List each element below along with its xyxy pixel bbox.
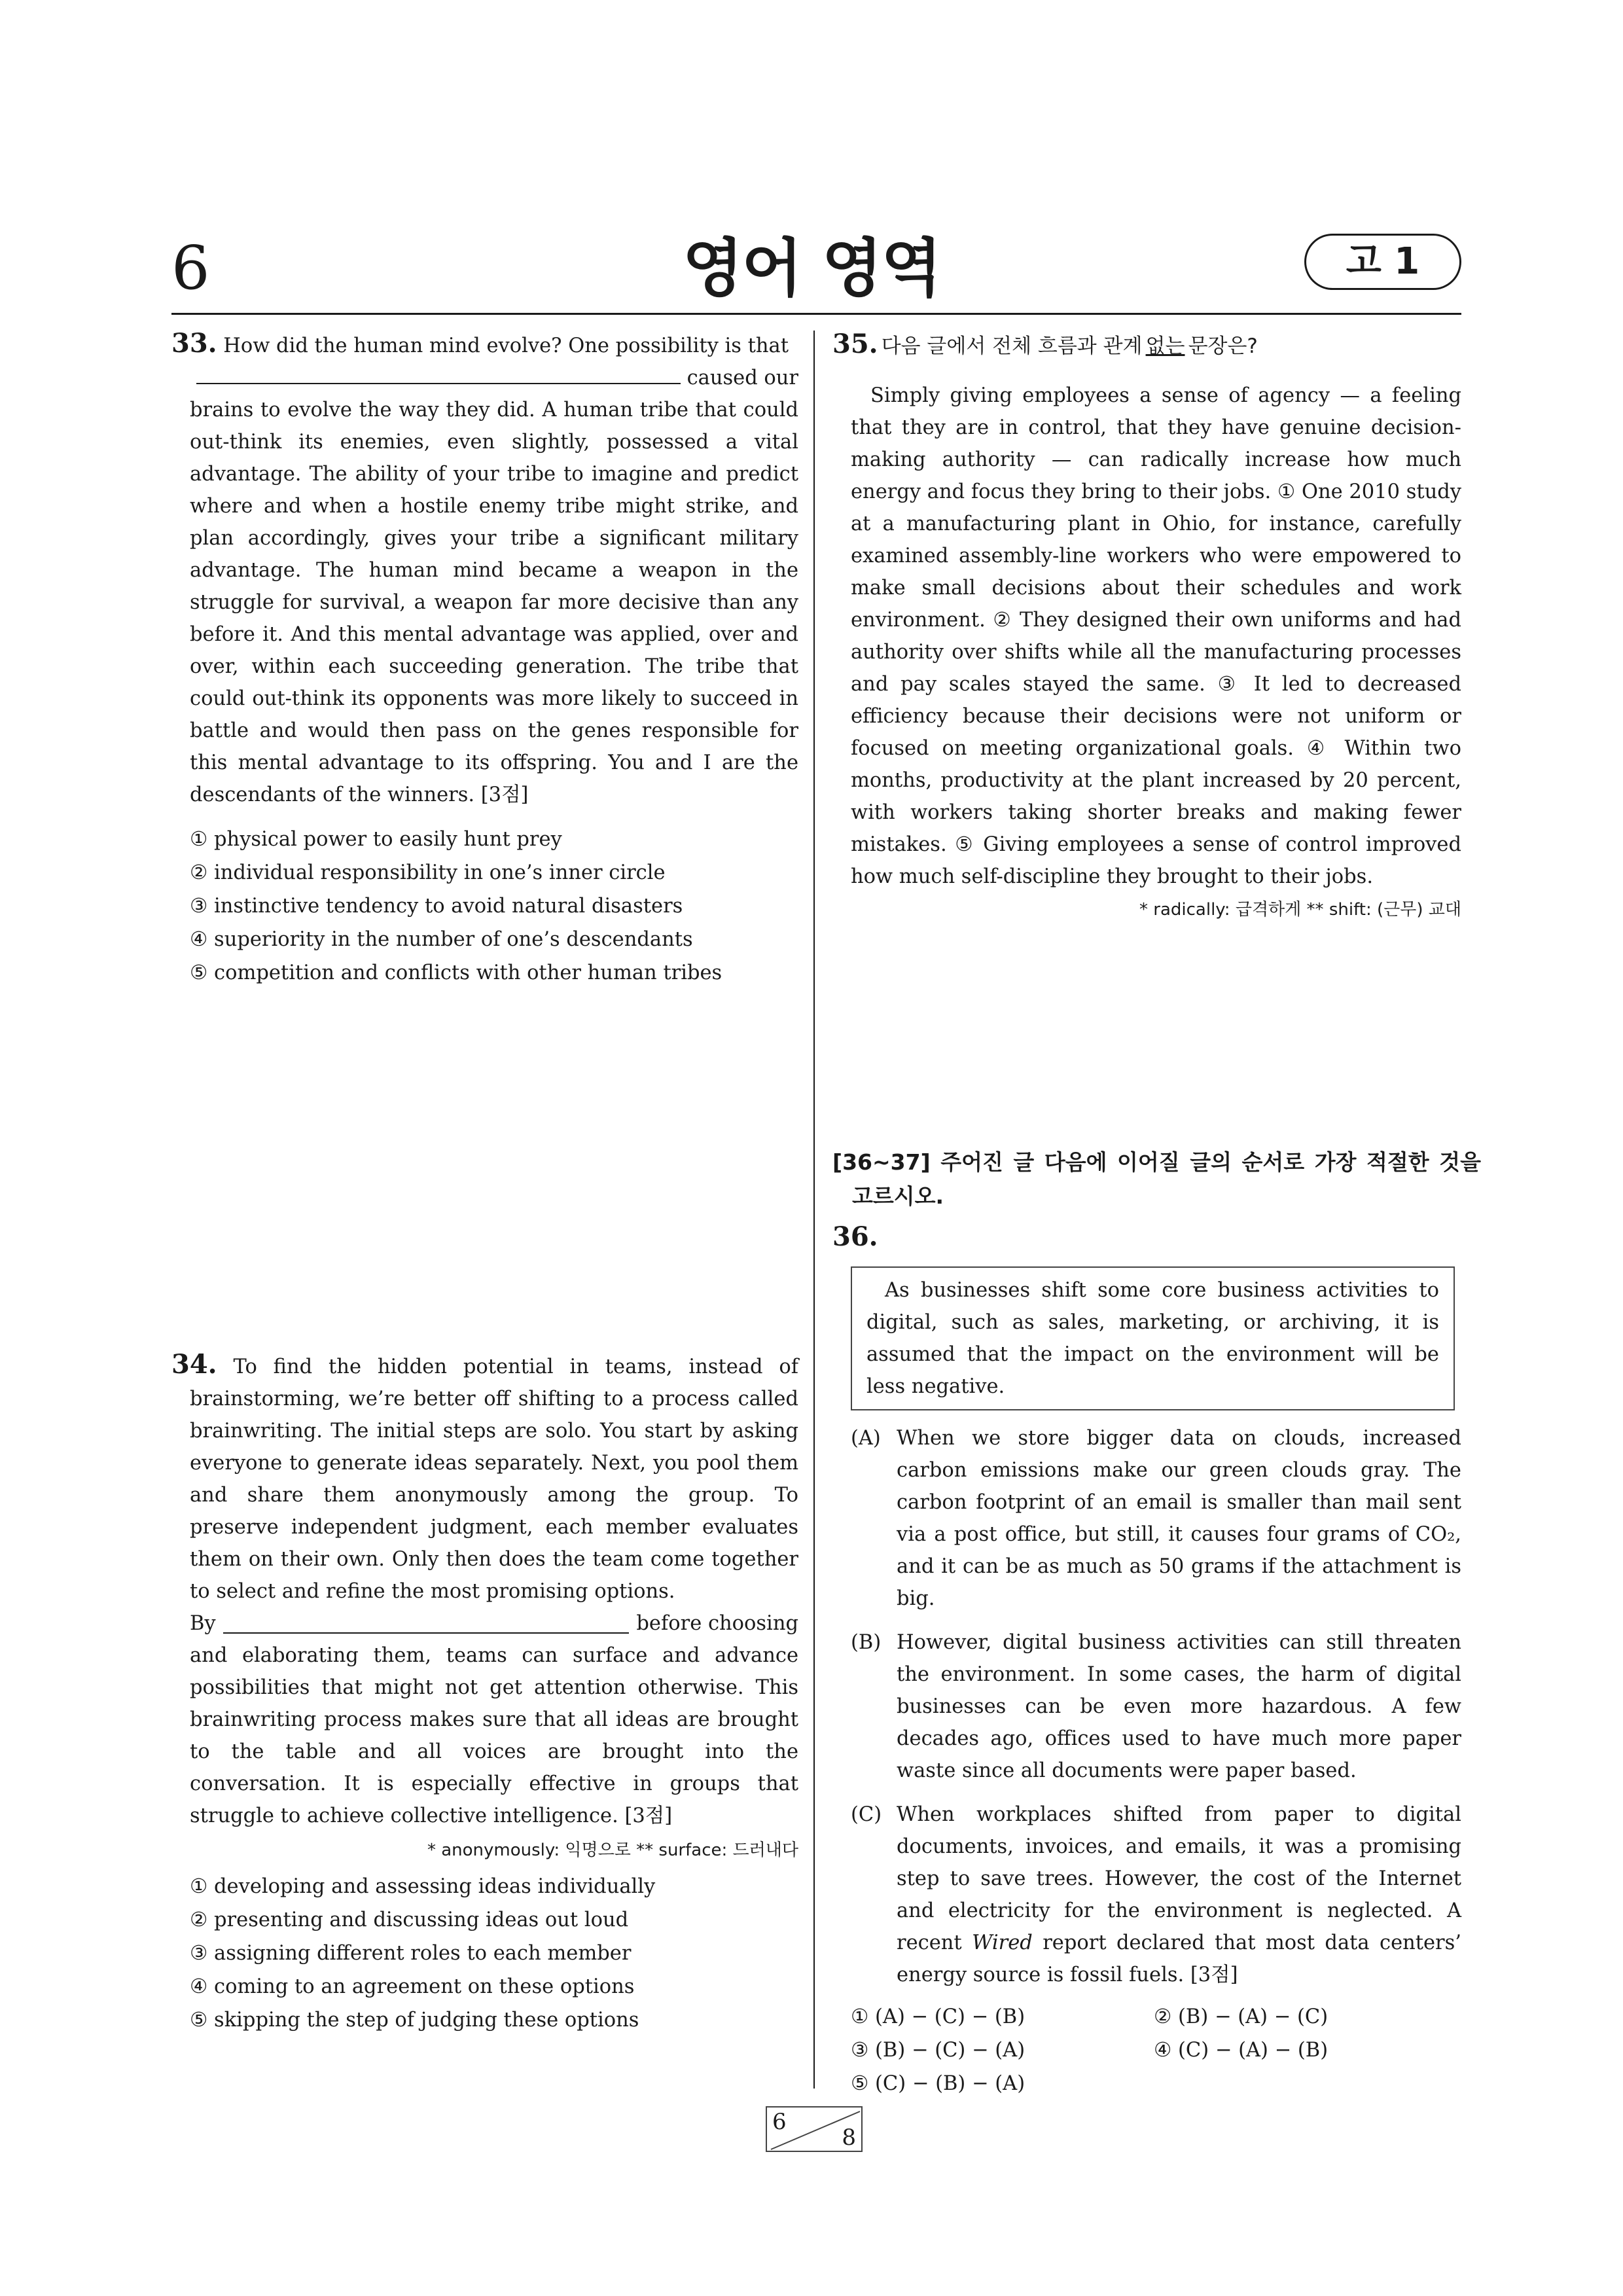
option[interactable]: ② presenting and discussing ideas out loud xyxy=(190,1909,629,1931)
question-prompt: 다음 글에서 전체 흐름과 관계 xyxy=(881,334,1143,358)
option[interactable]: ② (B) − (A) − (C) xyxy=(1154,2005,1329,2028)
question-33-blank-line xyxy=(171,362,798,394)
footnote: * radically: 급격하게 ** shift: (근무) 교대 xyxy=(1139,900,1461,920)
part-text: When we store bigger data on clouds, increased carbon emissions make our green clouds gray. The carbon footprint of an email is smaller than mail sent via a post office, but still, it causes four grams of CO₂, and it can be as much as 50 grams if the attachment is big. xyxy=(897,1427,1461,1610)
option[interactable]: ② individual responsibility in one’s inner circle xyxy=(190,861,666,884)
option[interactable]: ⑤ skipping the step of judging these options xyxy=(190,2009,639,2032)
option[interactable]: ① (A) − (C) − (B) xyxy=(851,2005,1026,2028)
question-36 xyxy=(832,1221,1461,2100)
question-34-blank-line xyxy=(171,1607,798,1640)
question-34 xyxy=(171,1348,798,2037)
option[interactable]: ③ assigning different roles to each member xyxy=(190,1942,632,1965)
part-b xyxy=(851,1626,1461,1787)
question-35-passage: Simply giving employees a sense of agency — a feeling that they are in control, that they have genuine decision-making authority — can radically increase how much energy and focus they bring to their jobs. ① One 2010 study at a manufacturing plant in Ohio, for instance, carefully examined assembly-line workers who were empowered to make small decisions about their schedules and work environment. ② They designed their own uniforms and had authority over shifts while all the manufacturing processes and pay scales stayed the same. ③ It led to decreased efficiency because their decisions were not uniform or focused on meeting organizational goals. ④ Within two months, productivity at the plant increased by 20 percent, with workers taking shorter breaks and making fewer mistakes. ⑤ Giving employees a sense of control improved how much self-discipline they brought to their jobs. xyxy=(851,384,1461,888)
total-pages: 8 xyxy=(842,2125,856,2151)
question-34-body: and elaborating them, teams can surface and advance possibilities that might not get attention otherwise. This brainwriting process makes sure that all ideas are brought to the table and all voices are brought into the conversation. It is especially effective in groups that struggle to achieve collective intelligence. [3점] xyxy=(190,1644,798,1827)
section-title: 영어 영역 xyxy=(682,232,941,305)
page-indicator xyxy=(766,2106,863,2152)
answer-blank xyxy=(196,383,681,384)
option[interactable]: ⑤ (C) − (B) − (A) xyxy=(851,2072,1026,2095)
part-label: (B) xyxy=(851,1631,882,1654)
header-divider xyxy=(171,313,1461,315)
question-text: caused our xyxy=(687,367,798,389)
question-34-options xyxy=(171,1870,798,2037)
question-number: 34. xyxy=(171,1349,217,1380)
column-divider xyxy=(813,331,815,2089)
given-passage-box xyxy=(851,1266,1455,1410)
part-a xyxy=(851,1422,1461,1615)
part-c xyxy=(851,1799,1461,1991)
question-36-options xyxy=(832,2000,1461,2100)
question-33 xyxy=(171,327,798,990)
question-text: By xyxy=(190,1612,216,1635)
question-35 xyxy=(832,327,1461,923)
option[interactable]: ① physical power to easily hunt prey xyxy=(190,828,562,851)
footnote: * anonymously: 익명으로 ** surface: 드러내다 xyxy=(427,1840,798,1860)
option[interactable]: ④ coming to an agreement on these options xyxy=(190,1975,635,1998)
option[interactable]: ④ (C) − (A) − (B) xyxy=(1154,2039,1329,2062)
page-number: 6 xyxy=(171,233,210,303)
group-instruction: [36~37] 주어진 글 다음에 이어질 글의 순서로 가장 적절한 것을 고르시오. xyxy=(832,1149,1481,1209)
question-number: 35. xyxy=(832,329,878,359)
question-number: 33. xyxy=(171,328,217,359)
part-label: (A) xyxy=(851,1427,881,1450)
part-text: However, digital business activities can still threaten the environment. In some cases, the harm of digital businesses can be even more hazardous. A few decades ago, offices used to have much more paper waste since all documents were paper based. xyxy=(897,1631,1461,1782)
question-33-options xyxy=(171,823,798,990)
part-text: When workplaces shifted from paper to digital documents, invoices, and emails, it was a promising step to save trees. However, the cost of the Internet and electricity for the environment is neglected. A recent xyxy=(897,1803,1461,1954)
grade-badge: 고 1 xyxy=(1304,234,1461,290)
question-34-stem xyxy=(171,1348,798,1607)
question-text: How did the human mind evolve? One possibility is that xyxy=(223,334,789,357)
option[interactable]: ① developing and assessing ideas individually xyxy=(190,1875,656,1898)
question-35-prompt xyxy=(832,327,1461,367)
option[interactable]: ④ superiority in the number of one’s descendants xyxy=(190,928,693,951)
given-passage: As businesses shift some core business activities to digital, such as sales, marketing, or archiving, it is assumed that the impact on the environment will be less negative. xyxy=(866,1279,1439,1398)
question-33-body: brains to evolve the way they did. A human tribe that could out-think its enemies, even slightly, possessed a vital advantage. The ability of your tribe to imagine and predict where and when a hostile enemy tribe might strike, and plan accordingly, gives your tribe a significant military advantage. The human mind became a weapon in the struggle for survival, a weapon far more decisive than any before it. And this mental advantage was applied, over and over, within each succeeding generation. The tribe that could out-think its opponents was more likely to succeed in battle and would then pass on the genes responsible for this mental advantage to its offspring. You and I are the descendants of the winners. [3점] xyxy=(190,399,798,806)
publication-name: Wired xyxy=(972,1931,1033,1954)
question-text: before choosing xyxy=(636,1612,798,1635)
part-text: report declared that most data centers’ energy source is fossil fuels. [3점] xyxy=(897,1931,1461,1986)
option[interactable]: ③ instinctive tendency to avoid natural disasters xyxy=(190,895,683,918)
question-prompt-underlined: 없는 xyxy=(1145,334,1185,358)
option[interactable]: ⑤ competition and conflicts with other human tribes xyxy=(190,961,722,984)
answer-blank xyxy=(223,1607,629,1634)
question-text: To find the hidden potential in teams, instead of brainstorming, we’re better off shifting to a process called brainwriting. The initial steps are solo. You start by asking everyone to generate ideas separately. Next, you pool them and share them anonymously among the group. To preserve independent judgment, each member evaluates them on their own. Only then does the team come together to select and refine the most promising options. xyxy=(190,1355,798,1603)
option[interactable]: ③ (B) − (C) − (A) xyxy=(851,2039,1026,2062)
current-page: 6 xyxy=(772,2109,787,2135)
question-33-stem xyxy=(171,327,798,362)
ordering-parts xyxy=(832,1422,1461,1991)
question-prompt: 문장은? xyxy=(1188,334,1258,358)
question-number: 36. xyxy=(832,1221,878,1252)
part-label: (C) xyxy=(851,1803,882,1826)
